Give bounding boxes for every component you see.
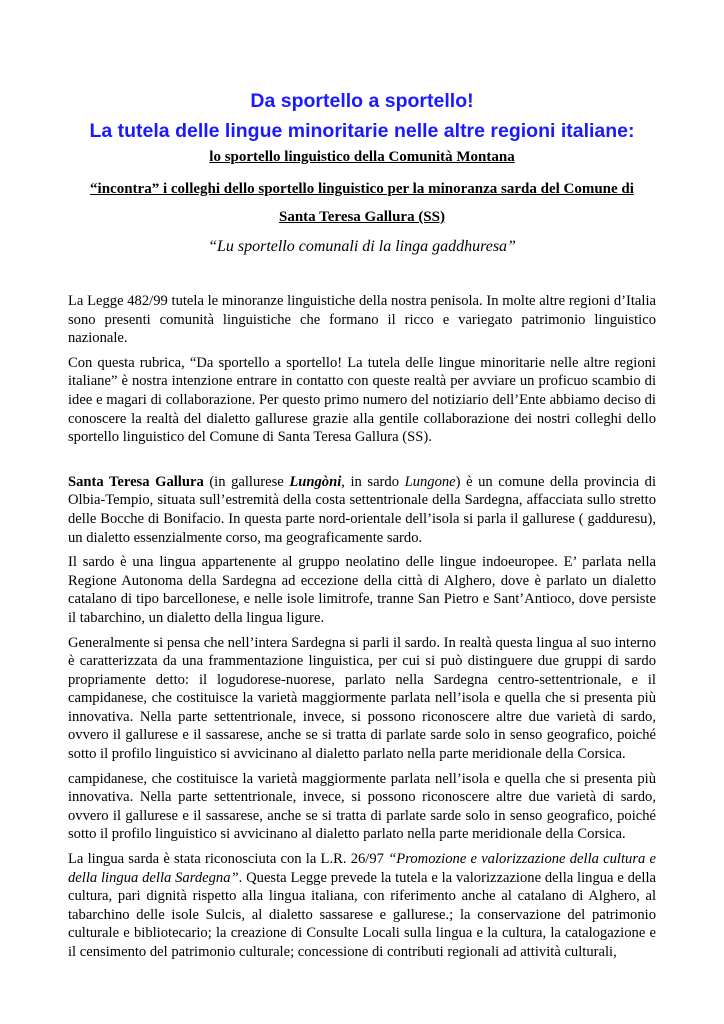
paragraph-2: Con questa rubrica, “Da sportello a sportello! La tutela delle lingue minoritarie nelle altre regioni italiane” è nostra intenzione entrare in contatto con queste realtà per avviare un proficuo scambio di idee e magari di collaborazione. Per questo primo numero del notiziario dell’Ente abbiamo deciso di conoscere la realtà del dialetto gallurese grazie alla gentile collaborazione dei nostri colleghi dello sportello linguistico del Comune di Santa Teresa Gallura (SS). xyxy=(68,354,656,446)
paragraph-3-text-2: , in sardo xyxy=(341,473,405,490)
quote-line: “Lu sportello comunali di la linga gaddhuresa” xyxy=(208,238,516,255)
law-title: “Promozione e valorizzazione della cultura e della lingua della Sardegna” xyxy=(68,851,656,886)
paragraph-3-text-1: (in gallurese xyxy=(203,473,290,490)
paragraph-7-text-1: La lingua sarda è stata riconosciuta con la L.R. 26/97 xyxy=(68,851,389,868)
subtitle-line-3: Santa Teresa Gallura (SS) xyxy=(278,209,445,225)
paragraph-4: Il sardo è una lingua appartenente al gruppo neolatino delle lingue indoeuropee. E’ parlata nella Regione Autonoma della Sardegna ad eccezione della città di Alghero, dove è parlato un dialetto catalano di tipo barcellonese, e nelle isole limitrofe, tranne San Pietro e Sant’Antioco, dove persiste il tabarchino, un dialetto della lingua ligure. xyxy=(68,554,656,626)
sardo-name: Lungone xyxy=(404,473,456,490)
paragraph-7-text-2: . Questa Legge prevede la tutela e la valorizzazione della lingua e della cultura, pari dignità rispetto alla lingua italiana, con riferimento anche al catalano di Alghero, al tabarchino delle isole Sulcis, al dialetto sassarese e gallurese.; la conservazione del patrimonio culturale e bibliotecario; la creazione di Consulte Locali sulla lingua e la cultura, la catalogazione e il censimento del patrimonio culturale; concessione di contributi regionali ad attività culturali, xyxy=(68,869,656,960)
body-text xyxy=(68,292,656,968)
title-line-2: La tutela delle lingue minoritarie nelle altre regioni italiane: xyxy=(89,120,635,142)
paragraph-1: La Legge 482/99 tutela le minoranze linguistiche della nostra penisola. In molte altre regioni d’Italia sono presenti comunità linguistiche che formano il ricco e variegato patrimonio linguistico nazionale. xyxy=(68,293,656,347)
subtitle-line-2: “incontra” i colleghi dello sportello linguistico per la minoranza sarda del Comune di xyxy=(90,181,634,197)
paragraph-3-text-3: ) è un comune della provincia di Olbia-Tempio, situata sull’estremità della costa settentrionale della Sardegna, affacciata sullo stretto delle Bocche di Bonifacio. In questa parte nord-orientale dell’isola si parla il gallurese ( gadduresu), un dialetto essenzialmente corso, ma geograficamente sardo. xyxy=(68,473,657,546)
subtitle-line-1: lo sportello linguistico della Comunità Montana xyxy=(209,149,515,165)
paragraph-6: campidanese, che costituisce la varietà maggiormente parlata nell’isola e quella che si presenta più innovativa. Nella parte settentrionale, invece, si possono riconoscere altre due varietà di sardo, ovvero il gallurese e il sassarese, anche se si tratta di parlate sarde solo in senso geografico, poiché sotto il profilo linguistico si avvicinano al dialetto parlato nella parte meridionale della Corsica. xyxy=(68,770,656,843)
paragraph-5: Generalmente si pensa che nell’intera Sardegna si parli il sardo. In realtà questa lingua al suo interno è caratterizzata da una frammentazione linguistica, per cui si può distinguere due gruppi di sardo propriamente detto: il logudorese-nuorese, parlato nella Sardegna centro-settentrionale, e il campidanese, che costituisce la varietà maggiormente parlata nell’isola e quella che si presenta più innovativa. Nella parte settentrionale, invece, si possono riconoscere altre due varietà di sardo, ovvero il gallurese e il sassarese, anche se si tratta di parlate sarde solo in senso geografico, poiché sotto il profilo linguistico si avvicinano al dialetto parlato nella parte meridionale della Corsica. xyxy=(68,634,656,763)
title-line-1: Da sportello a sportello! xyxy=(250,90,474,112)
place-name: Santa Teresa Gallura xyxy=(68,473,204,490)
paragraph-3 xyxy=(68,473,656,547)
paragraph-7 xyxy=(68,850,656,962)
gallurese-name: Lungòni xyxy=(289,473,342,490)
